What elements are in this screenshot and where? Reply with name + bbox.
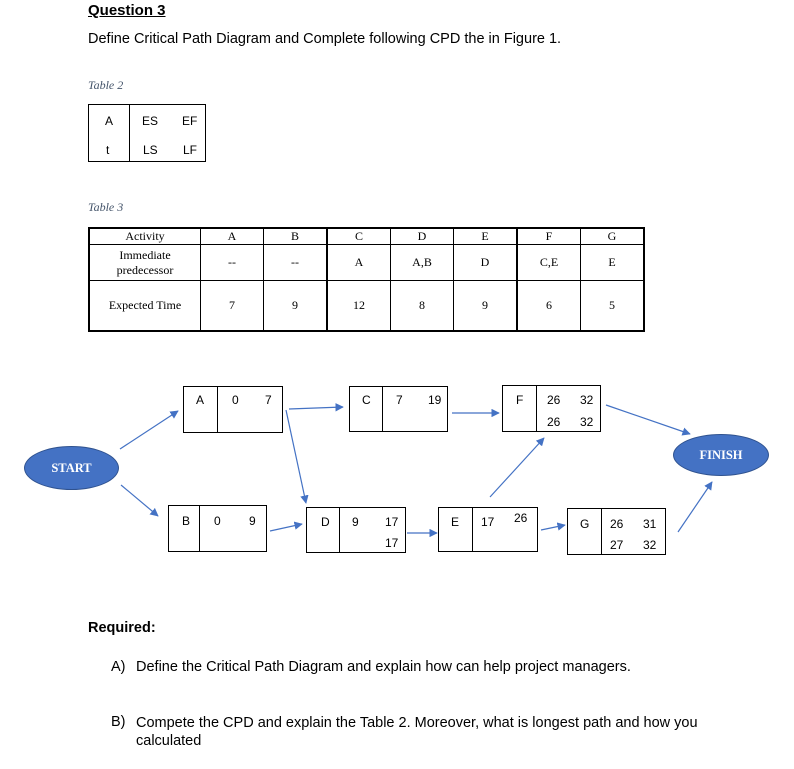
- required-item-b-text: Compete the CPD and explain the Table 2. Moreover, what is longest path and how you calculated: [136, 715, 698, 749]
- node-es: 9: [352, 515, 359, 529]
- node-ls: 27: [610, 538, 624, 552]
- node-lf: 17: [385, 536, 399, 550]
- table-cell: A,B: [391, 245, 454, 281]
- node-ef: 31: [643, 517, 657, 531]
- activity-node-d: [306, 507, 406, 553]
- required-item-a-text: Define the Critical Path Diagram and explain how can help project managers.: [136, 659, 631, 675]
- table-cell: A: [327, 245, 391, 281]
- table-cell: --: [264, 245, 328, 281]
- table-cell: 9: [454, 281, 518, 331]
- node-es: 0: [214, 514, 221, 528]
- table-cell: B: [264, 228, 328, 245]
- legend-es: ES: [142, 114, 159, 128]
- node-es: 26: [547, 393, 561, 407]
- table-cell: D: [454, 245, 518, 281]
- arrow-g-finish: [678, 482, 712, 532]
- arrow-e-g: [541, 525, 565, 530]
- arrow-e-f: [490, 438, 544, 497]
- table-cell: 6: [517, 281, 581, 331]
- table-cell: 8: [391, 281, 454, 331]
- table-cell: F: [517, 228, 581, 245]
- node-name: E: [451, 515, 460, 529]
- required-item-b-marker: B): [111, 714, 126, 730]
- activity-node-f: [502, 385, 601, 432]
- node-es: 0: [232, 393, 239, 407]
- question-title: Question 3: [88, 2, 166, 19]
- table-cell: C: [327, 228, 391, 245]
- table-cell: C,E: [517, 245, 581, 281]
- arrow-a-c: [289, 407, 343, 409]
- node-ef: 9: [249, 514, 256, 528]
- table-cell: 7: [201, 281, 264, 331]
- node-ef: 7: [265, 393, 272, 407]
- table-cell: 5: [581, 281, 645, 331]
- activity-node-e: [438, 507, 538, 552]
- table-cell: D: [391, 228, 454, 245]
- table-cell: 12: [327, 281, 391, 331]
- node-name: C: [362, 393, 371, 407]
- activity-node-a: [183, 386, 283, 433]
- activity-node-g: [567, 508, 666, 555]
- node-ef: 26: [514, 511, 528, 525]
- node-es: 26: [610, 517, 624, 531]
- arrow-f-finish: [606, 405, 690, 434]
- node-es: 7: [396, 393, 403, 407]
- node-name: D: [321, 515, 330, 529]
- table-cell: E: [454, 228, 518, 245]
- table-row: [89, 245, 644, 281]
- node-ef: 32: [580, 393, 594, 407]
- node-lf: 32: [580, 415, 594, 429]
- node-ef: 17: [385, 515, 399, 529]
- legend-activity: A: [105, 114, 114, 128]
- table-cell: --: [201, 245, 264, 281]
- node-es: 17: [481, 515, 495, 529]
- table2-legend-box: [88, 104, 206, 162]
- row-label: Expected Time: [89, 281, 201, 331]
- question-instruction: Define Critical Path Diagram and Complete following CPD the in Figure 1.: [88, 31, 562, 47]
- arrow-start-a: [120, 411, 178, 449]
- table-cell: 9: [264, 281, 328, 331]
- node-name: A: [196, 393, 205, 407]
- table2-caption: Table 2: [88, 78, 124, 92]
- node-name: G: [580, 517, 590, 531]
- table-cell: A: [201, 228, 264, 245]
- arrow-a-d: [286, 410, 306, 503]
- table-cell: G: [581, 228, 645, 245]
- node-lf: 32: [643, 538, 657, 552]
- node-name: B: [182, 514, 191, 528]
- node-name: F: [516, 393, 524, 407]
- table-cell: E: [581, 245, 645, 281]
- row-label: Immediate predecessor: [89, 245, 201, 281]
- required-item-a-marker: A): [111, 659, 126, 675]
- legend-t: t: [106, 143, 110, 157]
- start-node: START: [24, 446, 119, 490]
- finish-node: FINISH: [673, 434, 769, 476]
- table-row: [89, 228, 644, 245]
- node-ef: 19: [428, 393, 442, 407]
- arrow-b-d: [270, 524, 302, 531]
- node-ls: 26: [547, 415, 561, 429]
- table3-caption: Table 3: [88, 200, 124, 214]
- arrow-start-b: [121, 485, 158, 516]
- table-row: [89, 281, 644, 331]
- activity-table: [88, 227, 645, 332]
- legend-lf: LF: [183, 143, 198, 157]
- row-label: Activity: [89, 228, 201, 245]
- required-heading: Required:: [88, 620, 156, 636]
- legend-ls: LS: [143, 143, 158, 157]
- legend-ef: EF: [182, 114, 198, 128]
- activity-node-b: [168, 505, 267, 552]
- activity-node-c: [349, 386, 448, 432]
